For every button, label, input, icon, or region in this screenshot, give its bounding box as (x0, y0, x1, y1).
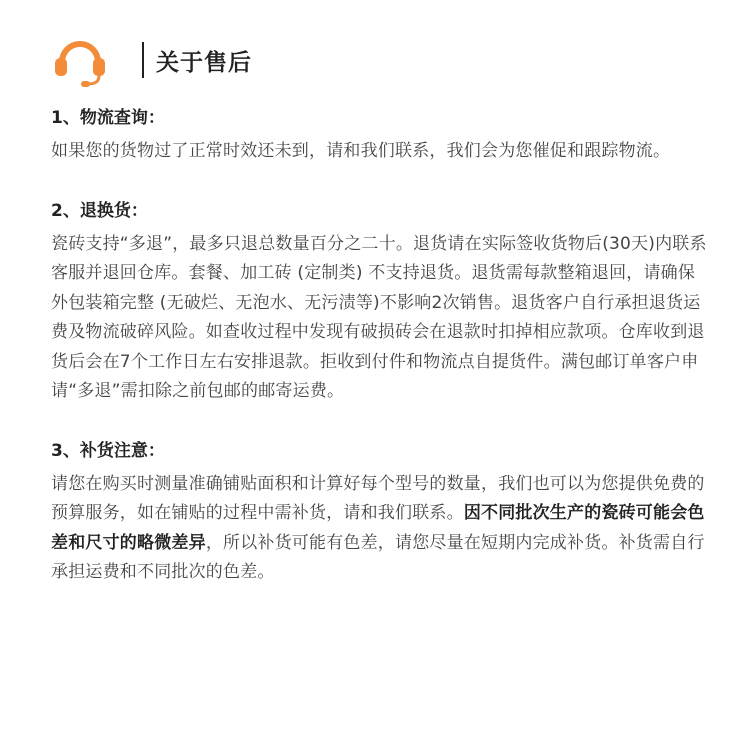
section-returns (51, 195, 711, 407)
section-restock-notes (51, 435, 711, 588)
section-heading: 2、退换货： (51, 200, 148, 221)
after-sales-content (51, 102, 711, 616)
section-body-text: 请您在购买时测量准确铺贴面积和计算好每个型号的数量，我们也可以为您提供免费的预算服务，如在铺贴的过程中需补货，请和我们联系。 (51, 473, 705, 523)
section-logistics-query (51, 102, 711, 167)
title-divider (142, 42, 144, 78)
section-body: 如果您的货物过了正常时效还未到，请和我们联系，我们会为您催促和跟踪物流。 (51, 141, 671, 161)
section-body-text: ，所以补货可能有色差，请您尽量在短期内完成补货。补货需自行承担运费和不同批次的色差。 (51, 532, 705, 582)
color-difference-warning: 因不同批次生产的瓷砖可能会色差和尺寸的略微差异 (51, 503, 705, 553)
section-heading: 3、补货注意： (51, 440, 165, 461)
page-header (50, 34, 252, 86)
section-body (51, 470, 711, 588)
section-body: 瓷砖支持“多退”，最多只退总数量百分之二十。退货请在实际签收货物后(30天)内联系客服并退回仓库。套餐、加工砖 (定制类) 不支持退货。退货需每款整箱退回，请确保外包装箱完整 (无破烂、无泡水、无污渍等)不影响2次销售。退货客户自行承担退货运费及物流破碎风险。如查收过程中发现有破损砖会在退款时扣掉相应款项。仓库收到退货后会在7个工作日左右安排退款。拒收到付件和物流点自提货件。满包邮订单客户申请“多退”需扣除之前包邮的邮寄运费。 (51, 233, 707, 401)
section-heading: 1、物流查询： (51, 108, 165, 128)
headset-icon (50, 32, 110, 88)
page-title: 关于售后 (156, 49, 252, 76)
